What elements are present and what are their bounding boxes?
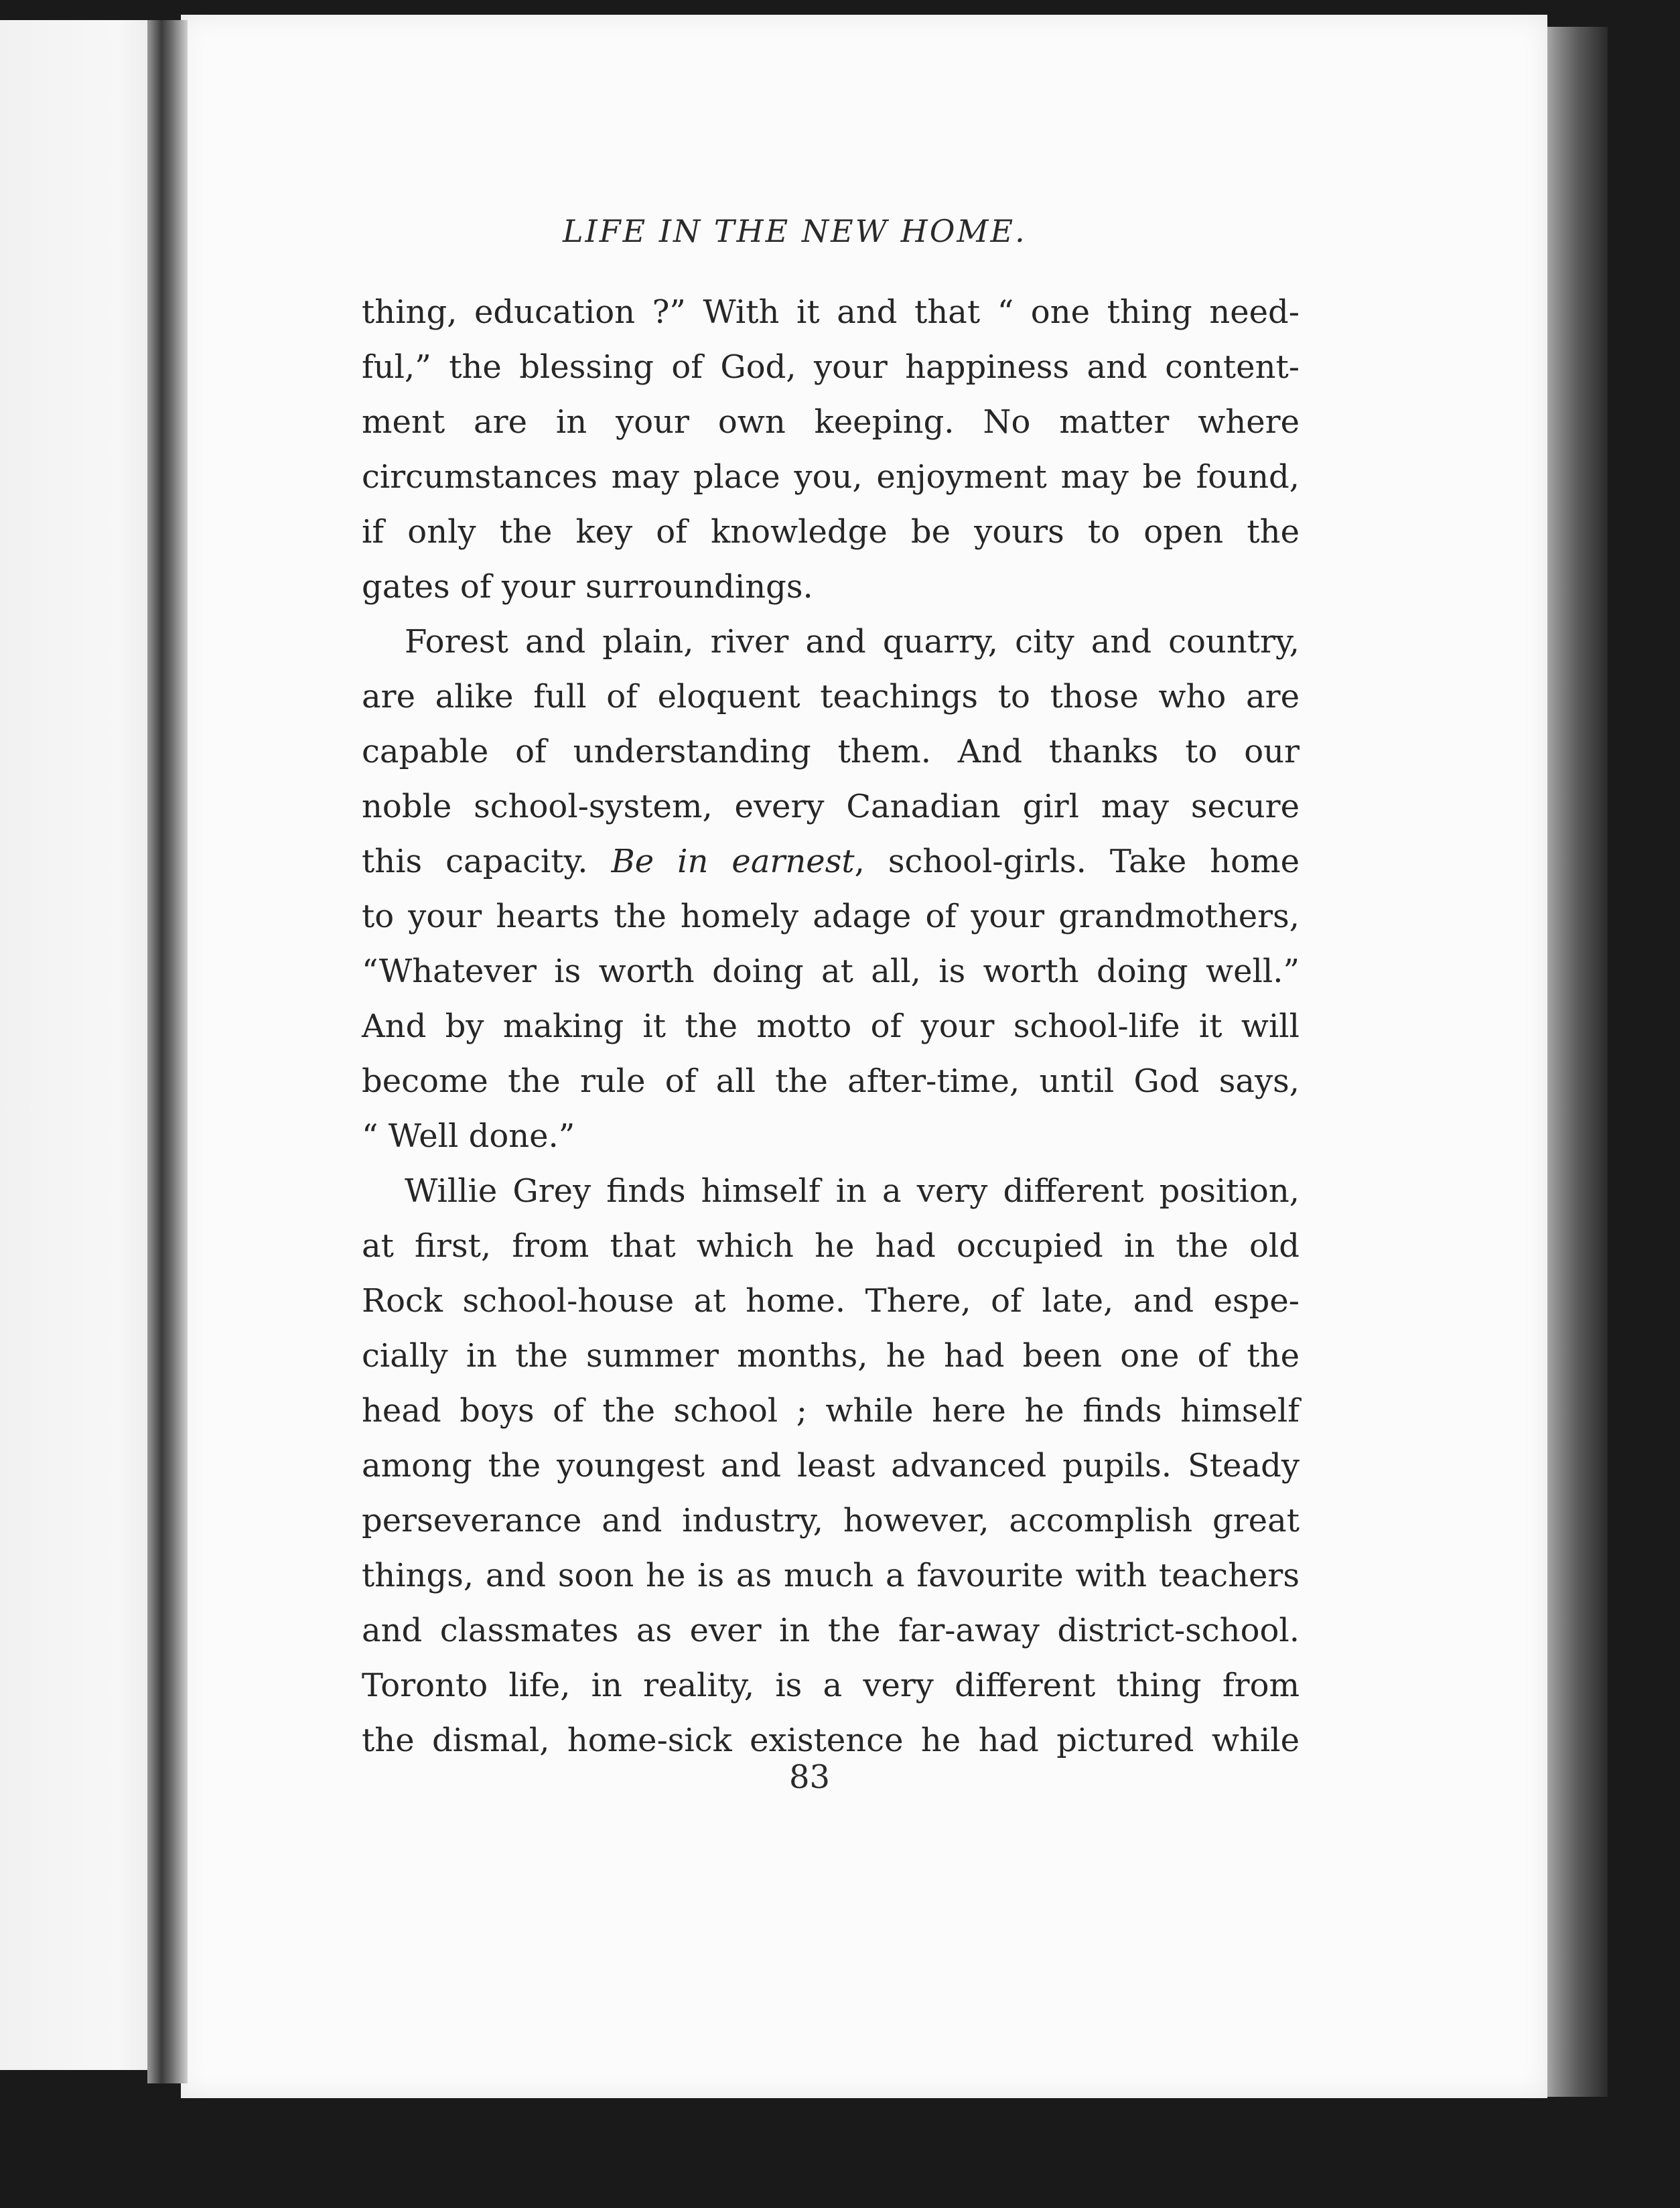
text-line: this capacity. Be in earnest, school-girls. Take home [362,843,1300,880]
text-line: thing, education ?” With it and that “ one thing need- [362,293,1300,331]
text-line: gates of your surroundings. [362,568,813,606]
text-line: Willie Grey finds himself in a very different position, [405,1172,1300,1210]
text-line: ful,” the blessing of God, your happiness and content- [362,348,1300,386]
text-line: the dismal, home-sick existence he had pictured while [362,1722,1300,1759]
previous-page-edge [0,20,167,2070]
text-line: And by making it the motto of your school-life it will [362,1008,1300,1045]
text-line: are alike full of eloquent teachings to those who are [362,678,1300,715]
page-body-text [362,285,1300,1768]
book-gutter [147,20,188,2083]
text-line: Toronto life, in reality, is a very different thing from [362,1667,1300,1704]
text-line: at first, from that which he had occupied in the old [362,1227,1300,1265]
text-line: and classmates as ever in the far-away district-school. [362,1612,1300,1649]
text-line: capable of understanding them. And thanks to our [362,733,1300,770]
text-line: circumstances may place you, enjoyment may be found, [362,458,1300,496]
text-line: become the rule of all the after-time, until God says, [362,1062,1300,1100]
text-line: cially in the summer months, he had been one of the [362,1337,1300,1375]
page-number: 83 [789,1758,831,1796]
text-line: things, and soon he is as much a favourite with teachers [362,1557,1300,1594]
running-head: LIFE IN THE NEW HOME. [563,213,1027,249]
text-line: noble school-system, every Canadian girl may secure [362,788,1300,825]
text-line: if only the key of knowledge be yours to open the [362,513,1300,551]
text-line: Rock school-house at home. There, of late, and espe- [362,1282,1300,1320]
text-line: perseverance and industry, however, accomplish great [362,1502,1300,1539]
text-line: Forest and plain, river and quarry, city and country, [405,623,1300,661]
text-line: ment are in your own keeping. No matter where [362,403,1300,441]
text-line: “Whatever is worth doing at all, is worth doing well.” [362,953,1300,990]
text-line: “ Well done.” [362,1117,575,1155]
text-line: among the youngest and least advanced pupils. Steady [362,1447,1300,1485]
text-line: to your hearts the homely adage of your grandmothers, [362,898,1300,935]
text-line: head boys of the school ; while here he finds himself [362,1392,1300,1430]
